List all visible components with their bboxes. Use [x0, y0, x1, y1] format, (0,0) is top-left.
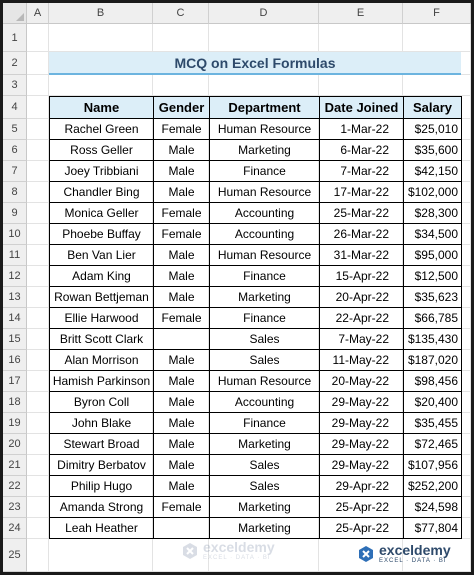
row-header-21[interactable]: 21 — [3, 455, 27, 476]
cell-gender[interactable]: Male — [154, 140, 210, 161]
cell-date-joined[interactable]: 29-May-22 — [320, 455, 404, 476]
cell-department[interactable]: Sales — [210, 329, 320, 350]
cell-department[interactable]: Sales — [210, 350, 320, 371]
cell-salary[interactable]: $107,956 — [404, 455, 462, 476]
cell-gender[interactable]: Female — [154, 119, 210, 140]
cell-department[interactable]: Sales — [210, 476, 320, 497]
cell-name[interactable]: Ben Van Lier — [50, 245, 154, 266]
cell-gender[interactable]: Male — [154, 182, 210, 203]
cell-department[interactable]: Human Resource — [210, 245, 320, 266]
cell-name[interactable]: Ellie Harwood — [50, 308, 154, 329]
cell-name[interactable]: Dimitry Berbatov — [50, 455, 154, 476]
table-row — [50, 203, 462, 224]
cell-salary[interactable]: $24,598 — [404, 497, 462, 518]
row-header-8[interactable]: 8 — [3, 182, 27, 203]
table-header-row — [50, 97, 462, 119]
table-row — [50, 266, 462, 287]
row-header-5[interactable]: 5 — [3, 119, 27, 140]
cell-name[interactable]: Ross Geller — [50, 140, 154, 161]
exceldemy-logo-icon — [181, 542, 199, 560]
cell-date-joined[interactable]: 1-Mar-22 — [320, 119, 404, 140]
table-row — [50, 329, 462, 350]
table-row — [50, 518, 462, 539]
cell-date-joined[interactable]: 25-Apr-22 — [320, 497, 404, 518]
row-header-3[interactable]: 3 — [3, 75, 27, 96]
table-row — [50, 371, 462, 392]
cell-department[interactable]: Sales — [210, 455, 320, 476]
table-row — [50, 392, 462, 413]
cell-salary[interactable]: $77,804 — [404, 518, 462, 539]
cell-department[interactable]: Accounting — [210, 224, 320, 245]
row-header-10[interactable]: 10 — [3, 224, 27, 245]
row-header-9[interactable]: 9 — [3, 203, 27, 224]
cell-salary[interactable]: $187,020 — [404, 350, 462, 371]
header-date-joined[interactable]: Date Joined — [320, 97, 404, 119]
cell-name[interactable]: Joey Tribbiani — [50, 161, 154, 182]
cell-gender[interactable]: Male — [154, 413, 210, 434]
cell-name[interactable]: Chandler Bing — [50, 182, 154, 203]
cell-name[interactable]: Hamish Parkinson — [50, 371, 154, 392]
row-header-12[interactable]: 12 — [3, 266, 27, 287]
row-header-6[interactable]: 6 — [3, 140, 27, 161]
cell-name[interactable]: Leah Heather — [50, 518, 154, 539]
cell-gender[interactable]: Male — [154, 161, 210, 182]
sheet-title[interactable]: MCQ on Excel Formulas — [49, 52, 461, 75]
row-header-23[interactable]: 23 — [3, 497, 27, 518]
cell-name[interactable]: Alan Morrison — [50, 350, 154, 371]
table-row — [50, 350, 462, 371]
table-row — [50, 455, 462, 476]
row-header-19[interactable]: 19 — [3, 413, 27, 434]
cell-date-joined[interactable]: 20-May-22 — [320, 371, 404, 392]
cell-salary[interactable]: $28,300 — [404, 203, 462, 224]
cell-gender[interactable]: Female — [154, 203, 210, 224]
cell-salary[interactable]: $135,430 — [404, 329, 462, 350]
cell-salary[interactable]: $95,000 — [404, 245, 462, 266]
header-gender[interactable]: Gender — [154, 97, 210, 119]
cell-department[interactable]: Finance — [210, 308, 320, 329]
cell-department[interactable]: Human Resource — [210, 182, 320, 203]
row-header-24[interactable]: 24 — [3, 518, 27, 539]
row-header-14[interactable]: 14 — [3, 308, 27, 329]
cell-salary[interactable]: $102,000 — [404, 182, 462, 203]
cell-date-joined[interactable]: 7-Mar-22 — [320, 161, 404, 182]
row-header-17[interactable]: 17 — [3, 371, 27, 392]
row-header-1[interactable]: 1 — [3, 24, 27, 52]
column-header-e[interactable]: E — [319, 3, 403, 24]
cell-name[interactable]: Rachel Green — [50, 119, 154, 140]
cell-name[interactable]: Rowan Bettjeman — [50, 287, 154, 308]
cell-name[interactable]: John Blake — [50, 413, 154, 434]
table-row — [50, 413, 462, 434]
cell-salary[interactable]: $25,010 — [404, 119, 462, 140]
cell-salary[interactable]: $35,600 — [404, 140, 462, 161]
cell-department[interactable]: Marketing — [210, 518, 320, 539]
cell-name[interactable]: Adam King — [50, 266, 154, 287]
watermark-tagline: EXCEL · DATA · BI — [203, 555, 271, 561]
cell-gender[interactable] — [154, 518, 210, 539]
cell-name[interactable]: Monica Geller — [50, 203, 154, 224]
header-salary[interactable]: Salary — [404, 97, 462, 119]
cell-name[interactable]: Britt Scott Clark — [50, 329, 154, 350]
cell-department[interactable]: Finance — [210, 413, 320, 434]
row-header-20[interactable]: 20 — [3, 434, 27, 455]
cell-salary[interactable]: $12,500 — [404, 266, 462, 287]
select-all-corner[interactable] — [3, 3, 27, 24]
gridline-vertical — [470, 24, 471, 572]
cell-gender[interactable]: Male — [154, 266, 210, 287]
cell-department[interactable]: Accounting — [210, 392, 320, 413]
cell-date-joined[interactable]: 26-Mar-22 — [320, 224, 404, 245]
cell-department[interactable]: Human Resource — [210, 119, 320, 140]
header-department[interactable]: Department — [210, 97, 320, 119]
cell-gender[interactable]: Male — [154, 350, 210, 371]
cell-gender[interactable]: Male — [154, 371, 210, 392]
table-row — [50, 308, 462, 329]
data-table — [49, 96, 462, 539]
cell-department[interactable]: Marketing — [210, 497, 320, 518]
table-row — [50, 182, 462, 203]
cell-gender[interactable]: Male — [154, 476, 210, 497]
cell-salary[interactable]: $35,623 — [404, 287, 462, 308]
cell-department[interactable]: Marketing — [210, 434, 320, 455]
column-header-a[interactable]: A — [27, 3, 49, 24]
table-row — [50, 476, 462, 497]
cell-date-joined[interactable]: 25-Apr-22 — [320, 518, 404, 539]
cell-department[interactable]: Marketing — [210, 287, 320, 308]
watermark-name: exceldemy — [379, 542, 451, 558]
cell-date-joined[interactable]: 29-Apr-22 — [320, 476, 404, 497]
cell-gender[interactable]: Male — [154, 434, 210, 455]
row-header-16[interactable]: 16 — [3, 350, 27, 371]
cell-name[interactable]: Philip Hugo — [50, 476, 154, 497]
cell-gender[interactable] — [154, 329, 210, 350]
table-row — [50, 497, 462, 518]
row-header-15[interactable]: 15 — [3, 329, 27, 350]
cell-date-joined[interactable]: 29-May-22 — [320, 413, 404, 434]
watermark-name: exceldemy — [203, 539, 275, 555]
cell-salary[interactable]: $42,150 — [404, 161, 462, 182]
cell-name[interactable]: Stewart Broad — [50, 434, 154, 455]
cell-date-joined[interactable]: 29-May-22 — [320, 392, 404, 413]
column-header-b[interactable]: B — [49, 3, 153, 24]
cell-salary[interactable]: $34,500 — [404, 224, 462, 245]
cell-name[interactable]: Byron Coll — [50, 392, 154, 413]
cell-date-joined[interactable]: 7-May-22 — [320, 329, 404, 350]
cell-department[interactable]: Finance — [210, 266, 320, 287]
cell-department[interactable]: Accounting — [210, 203, 320, 224]
table-row — [50, 245, 462, 266]
watermark-faint — [181, 540, 275, 561]
cell-gender[interactable]: Female — [154, 308, 210, 329]
cell-salary[interactable]: $98,456 — [404, 371, 462, 392]
row-header-13[interactable]: 13 — [3, 287, 27, 308]
cell-date-joined[interactable]: 17-Mar-22 — [320, 182, 404, 203]
cell-department[interactable]: Human Resource — [210, 371, 320, 392]
cell-gender[interactable]: Male — [154, 455, 210, 476]
cell-salary[interactable]: $35,455 — [404, 413, 462, 434]
cell-date-joined[interactable]: 31-Mar-22 — [320, 245, 404, 266]
row-header-22[interactable]: 22 — [3, 476, 27, 497]
row-header-11[interactable]: 11 — [3, 245, 27, 266]
table-row — [50, 140, 462, 161]
table-row — [50, 224, 462, 245]
table-body — [50, 119, 462, 539]
cell-gender[interactable]: Female — [154, 224, 210, 245]
cell-salary[interactable]: $20,400 — [404, 392, 462, 413]
cell-date-joined[interactable]: 15-Apr-22 — [320, 266, 404, 287]
cell-date-joined[interactable]: 6-Mar-22 — [320, 140, 404, 161]
cell-department[interactable]: Marketing — [210, 140, 320, 161]
watermark-tagline: EXCEL · DATA · BI — [379, 558, 447, 564]
row-header-2[interactable]: 2 — [3, 52, 27, 75]
table-row — [50, 119, 462, 140]
spreadsheet — [3, 3, 471, 572]
row-header-4[interactable]: 4 — [3, 96, 27, 119]
row-header-25[interactable]: 25 — [3, 539, 27, 572]
header-name[interactable]: Name — [50, 97, 154, 119]
cell-department[interactable]: Finance — [210, 161, 320, 182]
cell-gender[interactable]: Male — [154, 392, 210, 413]
cell-salary[interactable]: $252,200 — [404, 476, 462, 497]
cell-gender[interactable]: Male — [154, 287, 210, 308]
table-row — [50, 287, 462, 308]
cell-name[interactable]: Phoebe Buffay — [50, 224, 154, 245]
watermark-solid — [357, 543, 451, 564]
cell-name[interactable]: Amanda Strong — [50, 497, 154, 518]
row-header-18[interactable]: 18 — [3, 392, 27, 413]
table-row — [50, 161, 462, 182]
table-row — [50, 434, 462, 455]
exceldemy-logo-icon — [357, 545, 375, 563]
cell-gender[interactable]: Female — [154, 497, 210, 518]
row-header-7[interactable]: 7 — [3, 161, 27, 182]
column-header-d[interactable]: D — [209, 3, 319, 24]
cell-gender[interactable]: Male — [154, 245, 210, 266]
column-header-f[interactable]: F — [403, 3, 471, 24]
cell-date-joined[interactable]: 22-Apr-22 — [320, 308, 404, 329]
cell-date-joined[interactable]: 29-May-22 — [320, 434, 404, 455]
cell-salary[interactable]: $72,465 — [404, 434, 462, 455]
cell-salary[interactable]: $66,785 — [404, 308, 462, 329]
cell-date-joined[interactable]: 25-Mar-22 — [320, 203, 404, 224]
column-header-c[interactable]: C — [153, 3, 209, 24]
cell-date-joined[interactable]: 20-Apr-22 — [320, 287, 404, 308]
cell-date-joined[interactable]: 11-May-22 — [320, 350, 404, 371]
gridline-horizontal — [27, 571, 471, 572]
